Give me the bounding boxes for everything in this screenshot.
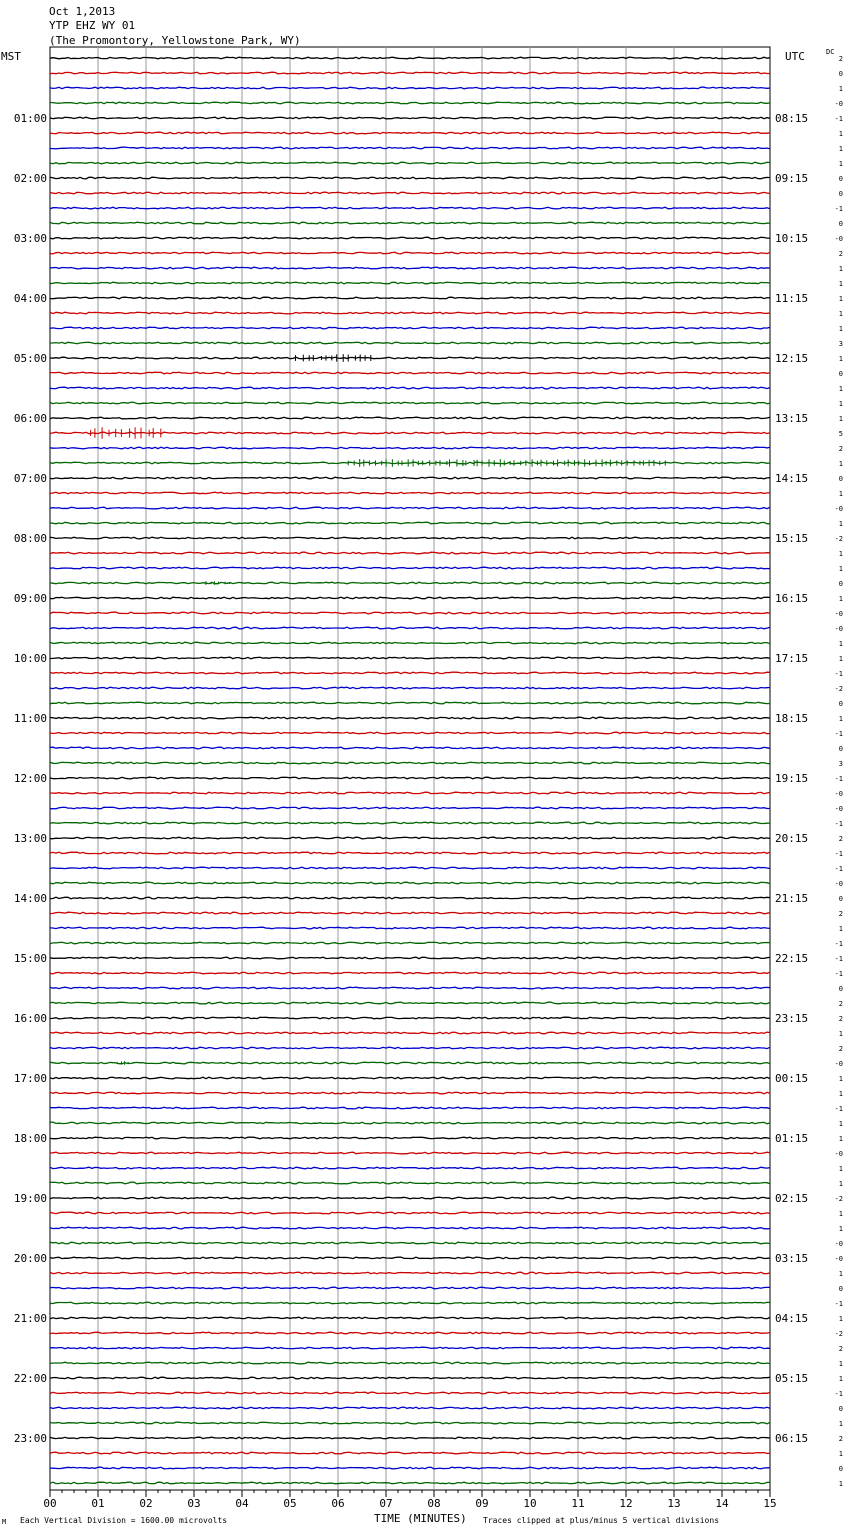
trace-line bbox=[50, 927, 770, 929]
dc-offset-label: 1 bbox=[838, 655, 843, 663]
dc-offset-label: -0 bbox=[834, 505, 843, 513]
right-hour-label: 15:15 bbox=[775, 532, 809, 545]
trace-line bbox=[50, 702, 770, 704]
plot-date: Oct 1,2013 bbox=[49, 5, 116, 18]
trace-line bbox=[50, 1332, 770, 1334]
trace-line bbox=[50, 1062, 770, 1064]
dc-offset-label: 1 bbox=[838, 265, 843, 273]
trace-line bbox=[50, 1227, 770, 1229]
dc-offset-label: 1 bbox=[838, 1375, 843, 1383]
left-hour-label: 20:00 bbox=[13, 1252, 47, 1265]
dc-offset-label: 1 bbox=[838, 1210, 843, 1218]
dc-offset-label: 5 bbox=[838, 430, 843, 438]
trace-line bbox=[50, 1122, 770, 1124]
dc-offset-label: -2 bbox=[834, 535, 843, 543]
trace-line bbox=[50, 897, 770, 899]
dc-offset-label: -0 bbox=[834, 625, 843, 633]
dc-offset-label: 0 bbox=[838, 700, 843, 708]
dc-offset-label: -0 bbox=[834, 1150, 843, 1158]
dc-offset-label: 1 bbox=[838, 715, 843, 723]
dc-offset-label: 0 bbox=[838, 580, 843, 588]
dc-offset-label: 0 bbox=[838, 475, 843, 483]
trace-line bbox=[50, 852, 770, 854]
dc-offset-label: 0 bbox=[838, 220, 843, 228]
right-hour-label: 03:15 bbox=[775, 1252, 809, 1265]
trace-line bbox=[50, 432, 770, 434]
trace-line bbox=[50, 552, 770, 554]
x-tick-label: 03 bbox=[187, 1497, 201, 1510]
trace-line bbox=[50, 282, 770, 284]
trace-line bbox=[50, 657, 770, 659]
dc-offset-label: 0 bbox=[838, 1465, 843, 1473]
trace-line bbox=[50, 1287, 770, 1289]
dc-offset-label: 0 bbox=[838, 370, 843, 378]
dc-offset-label: -0 bbox=[834, 235, 843, 243]
trace-line bbox=[50, 447, 770, 449]
trace-line bbox=[50, 492, 770, 494]
right-hour-label: 11:15 bbox=[775, 292, 809, 305]
dc-offset-header: DC bbox=[826, 48, 835, 56]
trace-line bbox=[50, 1377, 770, 1379]
dc-offset-label: 2 bbox=[838, 1345, 843, 1353]
trace-line bbox=[50, 297, 770, 299]
dc-offset-label: 2 bbox=[838, 250, 843, 258]
dc-offset-label: 0 bbox=[838, 1405, 843, 1413]
left-hour-label: 06:00 bbox=[13, 412, 47, 425]
trace-line bbox=[50, 1182, 770, 1184]
dc-offset-label: 1 bbox=[838, 1360, 843, 1368]
left-hour-label: 07:00 bbox=[13, 472, 47, 485]
trace-line bbox=[50, 642, 770, 644]
dc-offset-label: 1 bbox=[838, 310, 843, 318]
trace-line bbox=[50, 1032, 770, 1034]
dc-offset-label: 1 bbox=[838, 1420, 843, 1428]
right-hour-label: 01:15 bbox=[775, 1132, 809, 1145]
left-hour-label: 08:00 bbox=[13, 532, 47, 545]
dc-offset-label: 1 bbox=[838, 490, 843, 498]
x-tick-label: 10 bbox=[523, 1497, 537, 1510]
dc-offset-label: 1 bbox=[838, 595, 843, 603]
dc-offset-label: -0 bbox=[834, 1240, 843, 1248]
x-tick-label: 02 bbox=[139, 1497, 153, 1510]
trace-line bbox=[50, 192, 770, 194]
trace-line bbox=[50, 1137, 770, 1139]
left-hour-label: 14:00 bbox=[13, 892, 47, 905]
dc-offset-label: -0 bbox=[834, 610, 843, 618]
trace-line bbox=[50, 1437, 770, 1439]
left-hour-label: 15:00 bbox=[13, 952, 47, 965]
trace-line bbox=[50, 72, 770, 74]
dc-offset-label: 1 bbox=[838, 1270, 843, 1278]
dc-offset-label: 1 bbox=[838, 85, 843, 93]
clipping-note: Traces clipped at plus/minus 5 vertical divisions bbox=[483, 1516, 720, 1525]
trace-line bbox=[50, 672, 770, 674]
trace-line bbox=[50, 1242, 770, 1244]
right-hour-label: 20:15 bbox=[775, 832, 809, 845]
trace-line bbox=[50, 237, 770, 239]
trace-line bbox=[50, 1272, 770, 1274]
dc-offset-label: 1 bbox=[838, 565, 843, 573]
dc-offset-label: -1 bbox=[834, 1105, 843, 1113]
trace-line bbox=[50, 912, 770, 914]
dc-offset-label: 1 bbox=[838, 385, 843, 393]
dc-offset-label: 1 bbox=[838, 1480, 843, 1488]
dc-offset-label: 1 bbox=[838, 160, 843, 168]
trace-line bbox=[50, 207, 770, 209]
x-tick-label: 15 bbox=[763, 1497, 777, 1510]
dc-offset-label: 3 bbox=[838, 760, 843, 768]
right-hour-label: 04:15 bbox=[775, 1312, 809, 1325]
trace-line bbox=[50, 867, 770, 869]
trace-line bbox=[50, 417, 770, 419]
trace-line bbox=[50, 117, 770, 119]
trace-line bbox=[50, 537, 770, 539]
vertical-scale-note: Each Vertical Division = 1600.00 microvolts bbox=[20, 1516, 228, 1525]
trace-line bbox=[50, 312, 770, 314]
trace-line bbox=[50, 177, 770, 179]
trace-line bbox=[50, 612, 770, 614]
dc-offset-label: -0 bbox=[834, 1255, 843, 1263]
trace-line bbox=[50, 1257, 770, 1259]
x-tick-label: 00 bbox=[43, 1497, 57, 1510]
trace-line bbox=[50, 1482, 770, 1484]
right-hour-label: 09:15 bbox=[775, 172, 809, 185]
trace-line bbox=[50, 1167, 770, 1169]
dc-offset-label: -1 bbox=[834, 1390, 843, 1398]
trace-line bbox=[50, 267, 770, 269]
trace-line bbox=[50, 1392, 770, 1394]
trace-line bbox=[50, 717, 770, 719]
trace-line bbox=[50, 147, 770, 149]
trace-line bbox=[50, 597, 770, 599]
left-hour-label: 05:00 bbox=[13, 352, 47, 365]
trace-line bbox=[50, 372, 770, 374]
dc-offset-label: 1 bbox=[838, 925, 843, 933]
trace-line bbox=[50, 522, 770, 524]
dc-offset-label: -1 bbox=[834, 970, 843, 978]
dc-offset-label: 2 bbox=[838, 1000, 843, 1008]
dc-offset-label: 2 bbox=[838, 835, 843, 843]
trace-line bbox=[50, 1077, 770, 1079]
trace-line bbox=[50, 1212, 770, 1214]
trace-line bbox=[50, 1302, 770, 1304]
dc-offset-label: 1 bbox=[838, 1180, 843, 1188]
trace-line bbox=[50, 1107, 770, 1109]
x-tick-label: 06 bbox=[331, 1497, 345, 1510]
dc-offset-label: -2 bbox=[834, 685, 843, 693]
dc-offset-label: 1 bbox=[838, 130, 843, 138]
left-hour-label: 10:00 bbox=[13, 652, 47, 665]
dc-offset-label: -1 bbox=[834, 205, 843, 213]
trace-line bbox=[50, 1092, 770, 1094]
dc-offset-label: -1 bbox=[834, 850, 843, 858]
left-hour-label: 22:00 bbox=[13, 1372, 47, 1385]
trace-line bbox=[50, 1317, 770, 1319]
trace-line bbox=[50, 792, 770, 794]
dc-offset-label: 1 bbox=[838, 295, 843, 303]
right-hour-label: 14:15 bbox=[775, 472, 809, 485]
dc-offset-label: 0 bbox=[838, 985, 843, 993]
dc-offset-label: 1 bbox=[838, 1090, 843, 1098]
trace-line bbox=[50, 477, 770, 479]
x-tick-label: 04 bbox=[235, 1497, 249, 1510]
left-hour-label: 18:00 bbox=[13, 1132, 47, 1145]
trace-line bbox=[50, 732, 770, 734]
dc-offset-label: 1 bbox=[838, 325, 843, 333]
trace-line bbox=[50, 162, 770, 164]
trace-line bbox=[50, 252, 770, 254]
dc-offset-label: 0 bbox=[838, 175, 843, 183]
dc-offset-label: -0 bbox=[834, 100, 843, 108]
right-hour-label: 19:15 bbox=[775, 772, 809, 785]
right-hour-label: 18:15 bbox=[775, 712, 809, 725]
dc-offset-label: -0 bbox=[834, 805, 843, 813]
trace-line bbox=[50, 1362, 770, 1364]
trace-line bbox=[50, 777, 770, 779]
dc-offset-label: -0 bbox=[834, 880, 843, 888]
dc-offset-label: -1 bbox=[834, 775, 843, 783]
trace-line bbox=[50, 1002, 770, 1004]
dc-offset-label: 1 bbox=[838, 1135, 843, 1143]
dc-offset-label: 0 bbox=[838, 1285, 843, 1293]
left-hour-label: 02:00 bbox=[13, 172, 47, 185]
trace-line bbox=[50, 957, 770, 959]
trace-line bbox=[50, 882, 770, 884]
trace-line bbox=[50, 582, 770, 584]
dc-offset-label: 3 bbox=[838, 340, 843, 348]
trace-line bbox=[50, 627, 770, 629]
dc-offset-label: -1 bbox=[834, 820, 843, 828]
left-hour-label: 01:00 bbox=[13, 112, 47, 125]
left-hour-label: 04:00 bbox=[13, 292, 47, 305]
left-hour-label: 23:00 bbox=[13, 1432, 47, 1445]
station-location: (The Promontory, Yellowstone Park, WY) bbox=[49, 34, 301, 47]
x-tick-label: 13 bbox=[667, 1497, 681, 1510]
dc-offset-label: 0 bbox=[838, 70, 843, 78]
left-hour-label: 21:00 bbox=[13, 1312, 47, 1325]
right-timezone-label: UTC bbox=[785, 50, 805, 63]
trace-line bbox=[50, 87, 770, 89]
dc-offset-label: 1 bbox=[838, 145, 843, 153]
trace-line bbox=[50, 507, 770, 509]
trace-line bbox=[50, 1017, 770, 1019]
trace-line bbox=[50, 387, 770, 389]
trace-line bbox=[50, 1452, 770, 1454]
trace-line bbox=[50, 102, 770, 104]
trace-line bbox=[50, 1047, 770, 1049]
dc-offset-label: -1 bbox=[834, 955, 843, 963]
dc-offset-label: -0 bbox=[834, 1060, 843, 1068]
trace-line bbox=[50, 222, 770, 224]
trace-line bbox=[50, 1422, 770, 1424]
dc-offset-label: 1 bbox=[838, 1315, 843, 1323]
trace-line bbox=[50, 462, 770, 464]
right-hour-label: 13:15 bbox=[775, 412, 809, 425]
x-tick-label: 05 bbox=[283, 1497, 297, 1510]
right-hour-label: 23:15 bbox=[775, 1012, 809, 1025]
x-tick-label: 12 bbox=[619, 1497, 633, 1510]
trace-line bbox=[50, 132, 770, 134]
dc-offset-label: 0 bbox=[838, 190, 843, 198]
trace-line bbox=[50, 687, 770, 689]
trace-line bbox=[50, 1152, 770, 1154]
right-hour-label: 17:15 bbox=[775, 652, 809, 665]
dc-offset-label: -1 bbox=[834, 670, 843, 678]
station-code: YTP EHZ WY 01 bbox=[49, 19, 136, 32]
trace-line bbox=[50, 747, 770, 749]
right-hour-label: 05:15 bbox=[775, 1372, 809, 1385]
dc-offset-label: -1 bbox=[834, 865, 843, 873]
trace-line bbox=[50, 822, 770, 824]
dc-offset-label: 2 bbox=[838, 445, 843, 453]
x-tick-label: 01 bbox=[91, 1497, 105, 1510]
left-hour-label: 03:00 bbox=[13, 232, 47, 245]
left-hour-label: 11:00 bbox=[13, 712, 47, 725]
trace-line bbox=[50, 762, 770, 764]
x-tick-label: 08 bbox=[427, 1497, 441, 1510]
corner-mark: M bbox=[2, 1518, 7, 1526]
left-hour-label: 17:00 bbox=[13, 1072, 47, 1085]
right-hour-label: 02:15 bbox=[775, 1192, 809, 1205]
right-hour-label: 06:15 bbox=[775, 1432, 809, 1445]
dc-offset-label: 1 bbox=[838, 1120, 843, 1128]
right-hour-label: 21:15 bbox=[775, 892, 809, 905]
dc-offset-label: 2 bbox=[838, 910, 843, 918]
right-hour-label: 16:15 bbox=[775, 592, 809, 605]
trace-line bbox=[50, 327, 770, 329]
right-hour-label: 08:15 bbox=[775, 112, 809, 125]
trace-line bbox=[50, 1407, 770, 1409]
dc-offset-label: -1 bbox=[834, 1300, 843, 1308]
dc-offset-label: 0 bbox=[838, 745, 843, 753]
dc-offset-label: 0 bbox=[838, 895, 843, 903]
dc-offset-label: 1 bbox=[838, 400, 843, 408]
dc-offset-label: -2 bbox=[834, 1195, 843, 1203]
dc-offset-label: 2 bbox=[838, 1015, 843, 1023]
dc-offset-label: 2 bbox=[838, 55, 843, 63]
trace-line bbox=[50, 807, 770, 809]
trace-line bbox=[50, 57, 770, 59]
dc-offset-label: -0 bbox=[834, 790, 843, 798]
trace-line bbox=[50, 1197, 770, 1199]
trace-line bbox=[50, 942, 770, 944]
x-axis-label: TIME (MINUTES) bbox=[374, 1512, 467, 1525]
trace-line bbox=[50, 972, 770, 974]
x-tick-label: 07 bbox=[379, 1497, 393, 1510]
trace-line bbox=[50, 837, 770, 839]
dc-offset-label: 1 bbox=[838, 355, 843, 363]
trace-line bbox=[50, 567, 770, 569]
dc-offset-label: 1 bbox=[838, 1450, 843, 1458]
dc-offset-label: 1 bbox=[838, 520, 843, 528]
trace-line bbox=[50, 987, 770, 989]
dc-offset-label: 1 bbox=[838, 550, 843, 558]
dc-offset-label: 1 bbox=[838, 460, 843, 468]
left-hour-label: 16:00 bbox=[13, 1012, 47, 1025]
trace-line bbox=[50, 357, 770, 359]
x-tick-label: 11 bbox=[571, 1497, 585, 1510]
dc-offset-label: -1 bbox=[834, 115, 843, 123]
left-hour-label: 09:00 bbox=[13, 592, 47, 605]
dc-offset-label: 2 bbox=[838, 1435, 843, 1443]
dc-offset-label: 2 bbox=[838, 1045, 843, 1053]
dc-offset-label: -2 bbox=[834, 1330, 843, 1338]
right-hour-label: 10:15 bbox=[775, 232, 809, 245]
dc-offset-label: 1 bbox=[838, 1225, 843, 1233]
right-hour-label: 22:15 bbox=[775, 952, 809, 965]
dc-offset-label: 1 bbox=[838, 1165, 843, 1173]
dc-offset-label: 1 bbox=[838, 1075, 843, 1083]
left-hour-label: 13:00 bbox=[13, 832, 47, 845]
dc-offset-label: -1 bbox=[834, 730, 843, 738]
left-hour-label: 19:00 bbox=[13, 1192, 47, 1205]
trace-line bbox=[50, 402, 770, 404]
dc-offset-label: -1 bbox=[834, 940, 843, 948]
trace-line bbox=[50, 342, 770, 344]
left-hour-label: 12:00 bbox=[13, 772, 47, 785]
dc-offset-label: 1 bbox=[838, 1030, 843, 1038]
right-hour-label: 00:15 bbox=[775, 1072, 809, 1085]
dc-offset-label: 1 bbox=[838, 415, 843, 423]
trace-line bbox=[50, 1347, 770, 1349]
x-tick-label: 09 bbox=[475, 1497, 489, 1510]
dc-offset-label: 1 bbox=[838, 280, 843, 288]
trace-line bbox=[50, 1467, 770, 1469]
dc-offset-label: 1 bbox=[838, 640, 843, 648]
left-timezone-label: MST bbox=[1, 50, 21, 63]
x-tick-label: 14 bbox=[715, 1497, 729, 1510]
right-hour-label: 12:15 bbox=[775, 352, 809, 365]
